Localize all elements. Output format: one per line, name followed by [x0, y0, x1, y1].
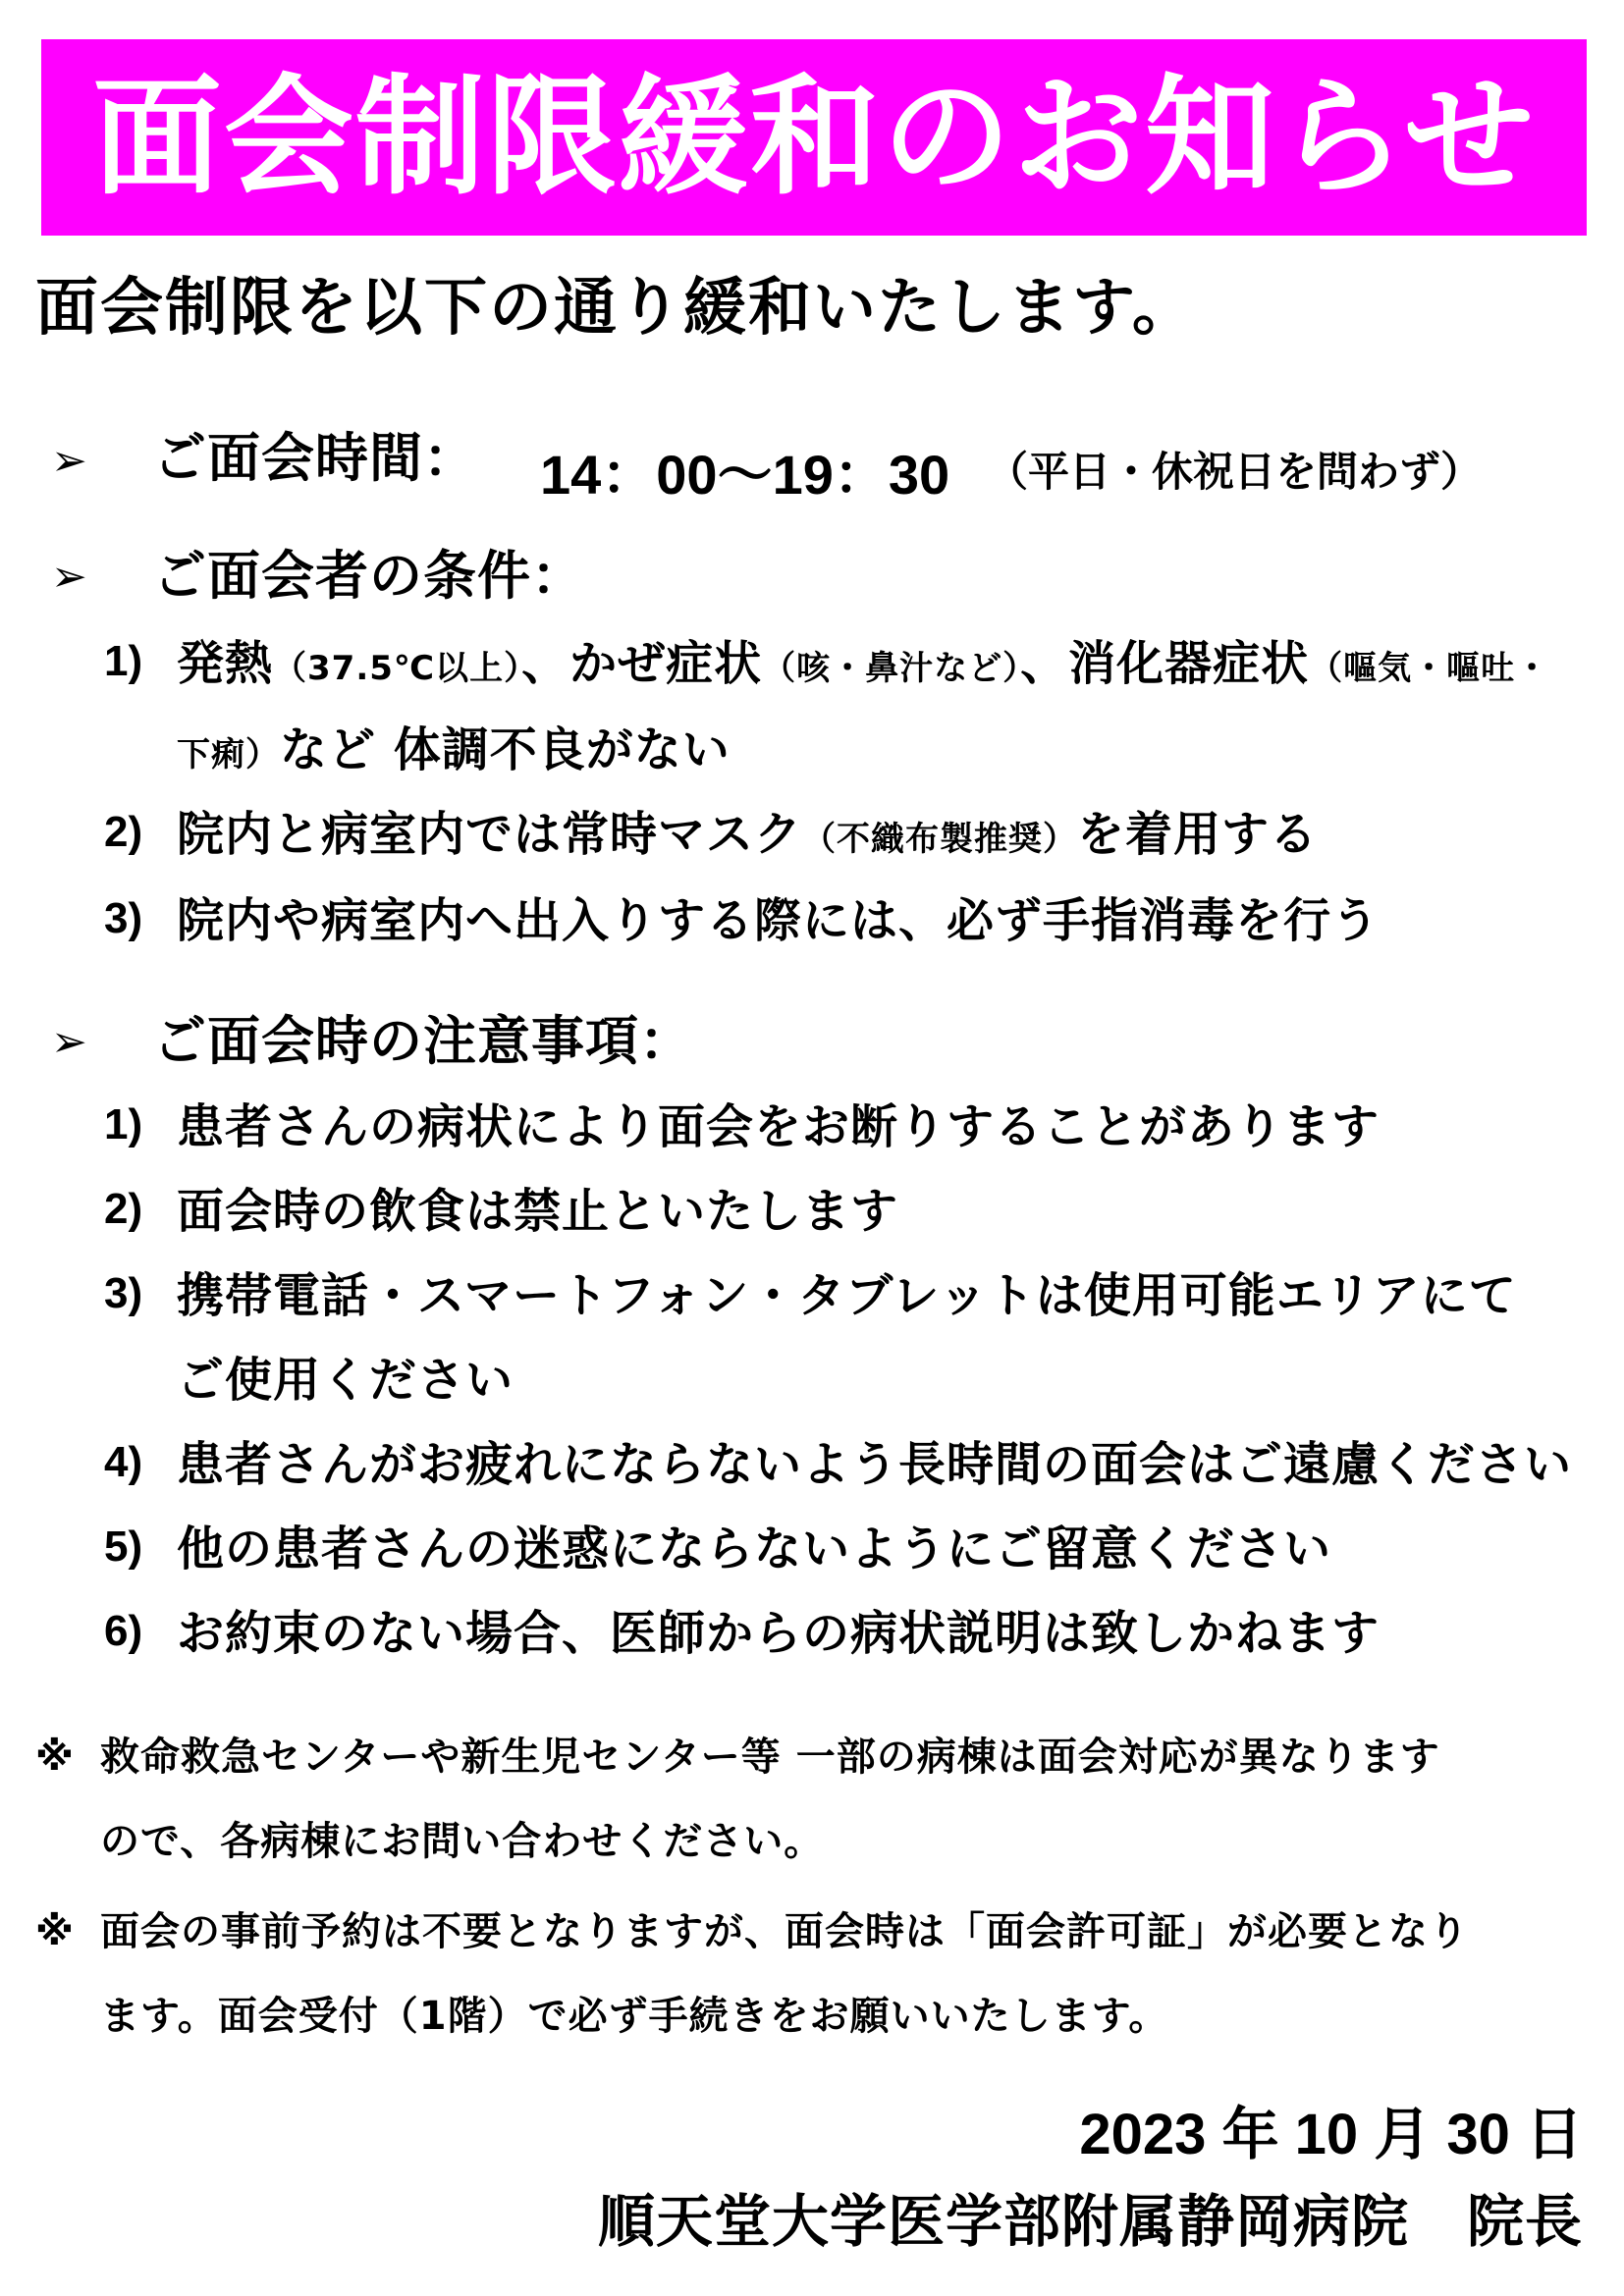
- cautions-heading: ご面会時の注意事項：: [153, 1010, 693, 1072]
- caution-item: 患者さんがお疲れにならないよう長時間の面会はご遠慮ください: [177, 1437, 1573, 1492]
- caution-item: 面会時の飲食は禁止といたします: [177, 1184, 899, 1239]
- caution-number: 5): [104, 1522, 143, 1571]
- condition-number: 2): [104, 808, 143, 856]
- visiting-hours-value: 14：00～19：30: [540, 444, 950, 506]
- caution-number: 2): [104, 1185, 143, 1233]
- condition-item: 発熱（37.5℃以上）、かぜ症状（咳・鼻汁など）、消化器症状（嘔気・嘔吐・: [177, 636, 1550, 691]
- caution-item-continued: ご使用ください: [177, 1353, 514, 1408]
- note-text: 面会の事前予約は不要となりますが、面会時は「面会許可証」が必要となり: [100, 1909, 1469, 1954]
- caution-number: 6): [104, 1607, 143, 1655]
- conditions-heading: ご面会者の条件：: [153, 545, 585, 607]
- page-title: 面会制限緩和のお知らせ: [91, 62, 1537, 213]
- note-mark: ※: [35, 1735, 75, 1780]
- issue-date: 2023 年 10 月 30 日: [1079, 2103, 1583, 2166]
- condition-number: 1): [104, 637, 143, 685]
- arrowhead-bullet-icon: ➢: [51, 1017, 87, 1067]
- signature: 順天堂大学医学部附属静岡病院 院長: [597, 2188, 1583, 2255]
- condition-item: 院内と病室内では常時マスク（不織布製推奨）を着用する: [177, 807, 1319, 862]
- visiting-hours-note: （平日・休祝日を問わず）: [987, 448, 1483, 496]
- caution-number: 1): [104, 1100, 143, 1148]
- arrowhead-bullet-icon: ➢: [51, 436, 87, 486]
- condition-number: 3): [104, 894, 143, 942]
- caution-number: 3): [104, 1269, 143, 1317]
- note-mark: ※: [35, 1909, 75, 1954]
- condition-item: 院内や病室内へ出入りする際には、必ず手指消毒を行う: [177, 893, 1380, 948]
- note-text-continued: ので、各病棟にお問い合わせください。: [100, 1819, 825, 1864]
- note-text-continued: ます。面会受付（1階）で必ず手続きをお願いいたします。: [100, 1994, 1169, 2039]
- title-banner: [41, 39, 1587, 236]
- caution-number: 4): [104, 1438, 143, 1486]
- caution-item: 患者さんの病状により面会をお断りすることがあります: [177, 1099, 1380, 1154]
- caution-item: 携帯電話・スマートフォン・タブレットは使用可能エリアにて: [177, 1268, 1517, 1323]
- condition-item-continued: 下痢）など 体調不良がない: [177, 722, 731, 777]
- intro-text: 面会制限を以下の通り緩和いたします。: [35, 272, 1197, 345]
- arrowhead-bullet-icon: ➢: [51, 552, 87, 602]
- note-text: 救命救急センターや新生児センター等 一部の病棟は面会対応が異なります: [100, 1735, 1440, 1780]
- caution-item: 他の患者さんの迷惑にならないようにご留意ください: [177, 1522, 1332, 1576]
- visiting-hours-label: ご面会時間：: [153, 427, 477, 489]
- caution-item: お約束のない場合、医師からの病状説明は致しかねます: [177, 1606, 1380, 1661]
